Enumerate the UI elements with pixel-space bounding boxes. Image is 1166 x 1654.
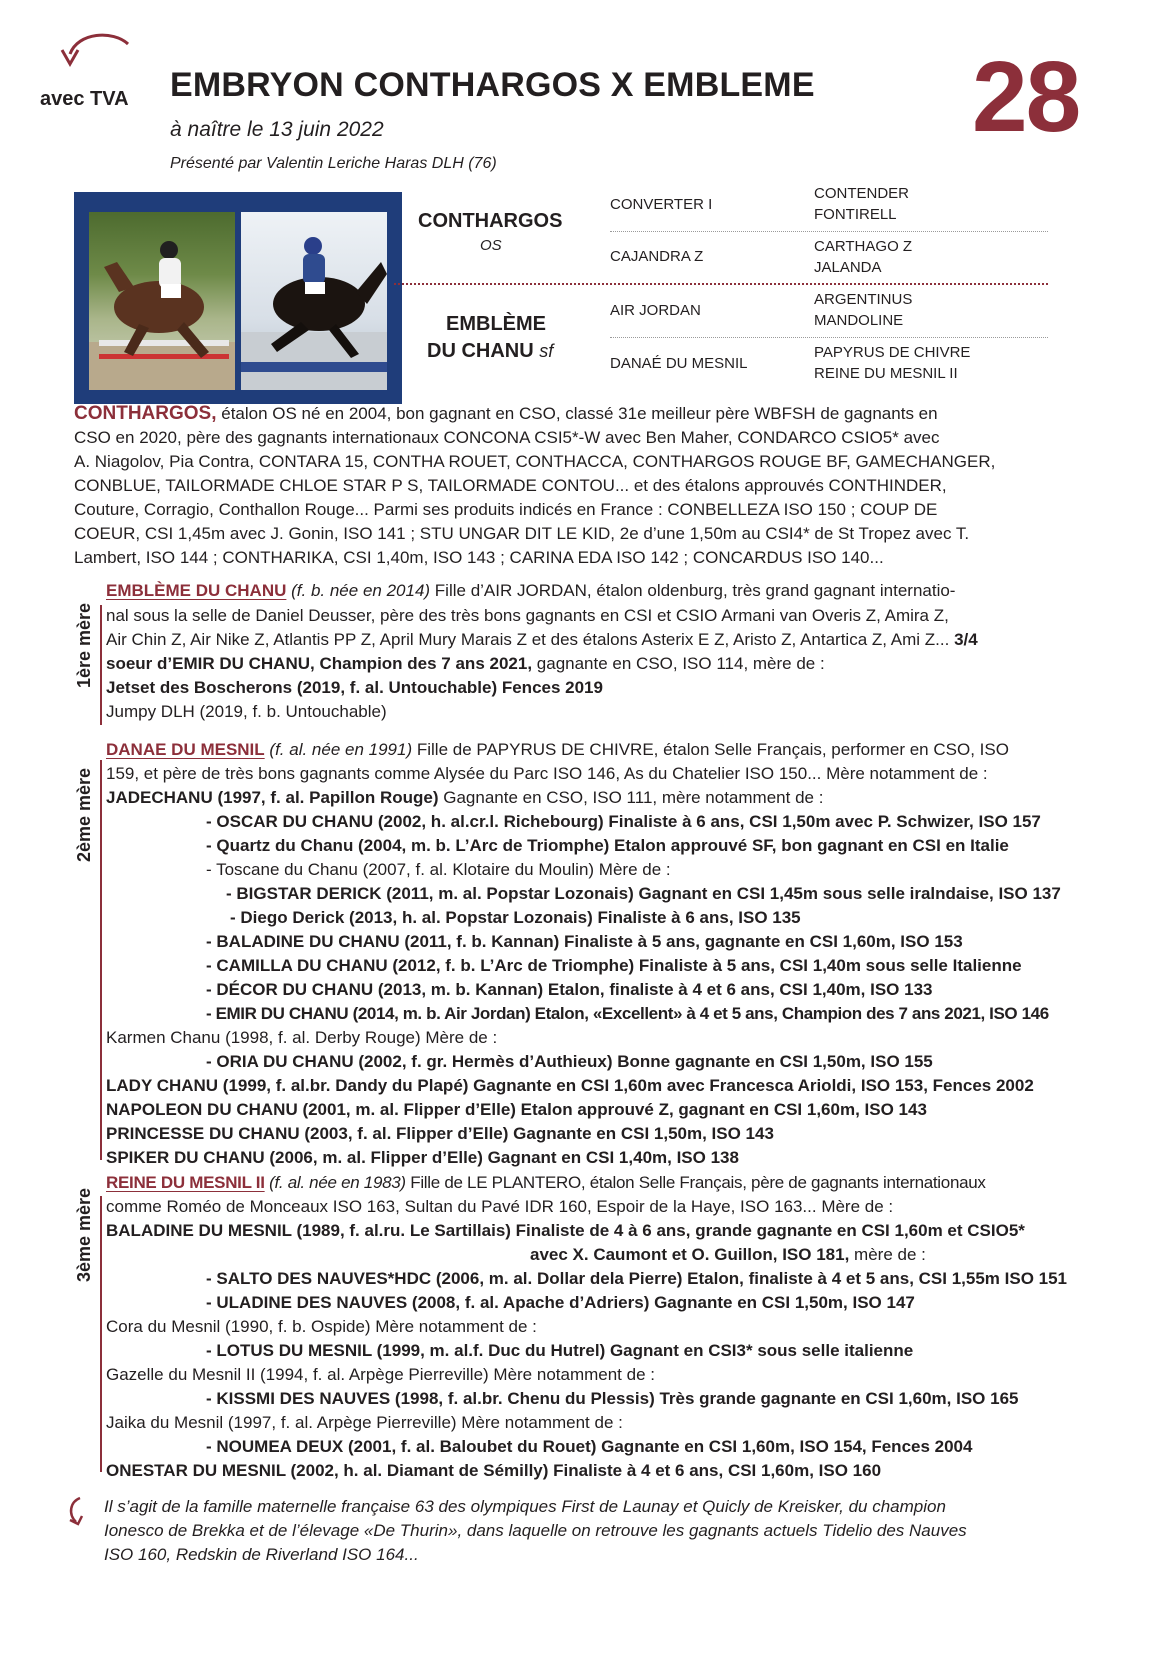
pedigree-divider bbox=[610, 337, 1048, 338]
third-dam-produce: Jaika du Mesnil (1997, f. al. Arpège Pierreville) Mère notamment de : bbox=[106, 1413, 623, 1432]
third-dam-text: Fille de LE PLANTERO, étalon Selle Français, père de gagnants internationaux bbox=[410, 1173, 986, 1192]
pedigree-ggp-6: MANDOLINE bbox=[814, 312, 904, 329]
third-dam-line4 bbox=[530, 1245, 926, 1265]
third-dam-line1 bbox=[106, 1173, 986, 1193]
second-dam-descendant: - CAMILLA DU CHANU (2012, f. b. L’Arc de Triomphe) Finaliste à 5 ans, CSI 1,40m sous selle Italienne bbox=[206, 956, 1022, 975]
pedigree-ggp-4: JALANDA bbox=[814, 259, 882, 276]
first-dam-line4 bbox=[106, 654, 825, 674]
pedigree-ggp-8: REINE DU MESNIL II bbox=[814, 365, 958, 382]
third-dam-produce: BALADINE DU MESNIL (1989, f. al.ru. Le Sartillais) Finaliste de 4 à 6 ans, grande gagnante en CSI 1,60m et CSIO5* bbox=[106, 1221, 1025, 1240]
first-dam-relation: soeur d’EMIR DU CHANU, Champion des 7 ans 2021, bbox=[106, 654, 533, 673]
third-dam-produce: ONESTAR DU MESNIL (2002, h. al. Diamant de Sémilly) Finaliste à 4 et 6 ans, CSI 1,60m, ISO 160 bbox=[106, 1461, 882, 1480]
second-dam-info: (f. al. née en 1991) bbox=[269, 740, 413, 759]
first-dam-text: gagnante en CSO, ISO 114, mère de : bbox=[536, 654, 825, 673]
third-dam-name: REINE DU MESNIL II bbox=[106, 1173, 265, 1192]
first-dam-label: 1ère mère bbox=[74, 602, 94, 688]
first-dam-line1 bbox=[106, 581, 955, 601]
second-dam-line1 bbox=[106, 740, 1009, 760]
lot-number: 28 bbox=[972, 41, 1080, 153]
second-dam-produce: LADY CHANU (1999, f. al.br. Dandy du Plapé) Gagnante en CSI 1,60m avec Francesca Arioldi, ISO 153, Fences 2002 bbox=[106, 1076, 1034, 1095]
second-dam-descendant: - Quartz du Chanu (2004, m. b. L’Arc de Triomphe) Etalon approuvé SF, bon gagnant en CSI en Italie bbox=[206, 836, 1009, 855]
sire-text-line7: Lambert, ISO 144 ; CONTHARIKA, CSI 1,40m, ISO 143 ; CARINA EDA ISO 142 ; CONCARDUS ISO 140... bbox=[74, 548, 884, 567]
second-dam-line2: 159, et père de très bons gagnants comme Alysée du Parc ISO 146, As du Chatelier ISO 150... Mère notamment de : bbox=[106, 764, 988, 783]
footer-note-line2: Ionesco de Brekka et de l’élevage «De Thurin», dans laquelle on retrouve les gagnants actuels Tidelio des Nauves bbox=[104, 1521, 967, 1540]
second-dam-text: Fille de PAPYRUS DE CHIVRE, étalon Selle Français, performer en CSO, ISO bbox=[416, 740, 1009, 759]
pedigree-ggp-1: CONTENDER bbox=[814, 185, 910, 202]
pedigree-ggp-7: PAPYRUS DE CHIVRE bbox=[814, 344, 971, 361]
first-dam-text: Fille d’AIR JORDAN, étalon oldenburg, très grand gagnant internatio- bbox=[434, 581, 956, 600]
second-dam-produce: SPIKER DU CHANU (2006, m. al. Flipper d’Elle) Gagnant en CSI 1,40m, ISO 138 bbox=[106, 1148, 739, 1167]
third-dam-descendant: - KISSMI DES NAUVES (1998, f. al.br. Chenu du Plessis) Très grande gagnante en CSI 1,60m, ISO 165 bbox=[206, 1389, 1019, 1408]
photo-jumping-horse-right bbox=[241, 212, 387, 390]
pedigree-gp-3: AIR JORDAN bbox=[610, 302, 701, 319]
third-dam-produce: avec X. Caumont et O. Guillon, ISO 181, bbox=[530, 1245, 850, 1264]
page-title: EMBRYON CONTHARGOS X EMBLEME bbox=[170, 66, 815, 104]
pedigree-ggp-3: CARTHAGO Z bbox=[814, 238, 913, 255]
second-dam-descendant: - BALADINE DU CHANU (2011, f. b. Kannan) Finaliste à 5 ans, gagnante en CSI 1,60m, ISO 153 bbox=[206, 932, 963, 951]
first-dam-line3 bbox=[106, 630, 978, 650]
second-dam-descendant: - ORIA DU CHANU (2002, f. gr. Hermès d’Authieux) Bonne gagnante en CSI 1,50m, ISO 155 bbox=[206, 1052, 933, 1071]
sire-text-line4: CONBLUE, TAILORMADE CHLOE STAR P S, TAILORMADE CONTOU... et des étalons approuvés CONTHINDER, bbox=[74, 476, 947, 495]
second-dam-descendant: - Toscane du Chanu (2007, f. al. Klotaire du Moulin) Mère de : bbox=[206, 860, 671, 879]
pedigree-dam-line1: EMBLÈME bbox=[446, 313, 546, 335]
second-dam-bar bbox=[100, 760, 102, 1160]
second-dam-line3 bbox=[106, 788, 823, 808]
sire-text: étalon OS né en 2004, bon gagnant en CSO, classé 31e meilleur père WBFSH de gagnants en bbox=[221, 404, 938, 423]
pedigree-dam-name-row bbox=[427, 340, 553, 363]
pedigree-sire-breed: OS bbox=[480, 237, 502, 254]
second-dam-name: DANAE DU MESNIL bbox=[106, 740, 265, 759]
pedigree-gp-2: CAJANDRA Z bbox=[610, 248, 704, 265]
return-arrow-icon bbox=[66, 1496, 94, 1528]
second-dam-produce: Karmen Chanu (1998, f. al. Derby Rouge) Mère de : bbox=[106, 1028, 498, 1047]
second-dam-label: 2ème mère bbox=[74, 767, 94, 862]
footer-note-line1: Il s’agit de la famille maternelle française 63 des olympiques First de Launay et Quicly de Kreisker, du champion bbox=[104, 1497, 946, 1516]
second-dam-descendant: - DÉCOR DU CHANU (2013, m. b. Kannan) Etalon, finaliste à 4 et 6 ans, CSI 1,40m, ISO 133 bbox=[206, 980, 933, 999]
second-dam-produce: NAPOLEON DU CHANU (2001, m. al. Flipper d’Elle) Etalon approuvé Z, gagnant en CSI 1,60m, ISO 143 bbox=[106, 1100, 927, 1119]
second-dam-descendant: - Diego Derick (2013, h. al. Popstar Lozonais) Finaliste à 6 ans, ISO 135 bbox=[230, 908, 801, 927]
pedigree-dam-line2: DU CHANU bbox=[427, 340, 534, 362]
second-dam-descendant: - OSCAR DU CHANU (2002, h. al.cr.l. Richebourg) Finaliste à 6 ans, CSI 1,50m avec P. Schwizer, ISO 157 bbox=[206, 812, 1041, 831]
first-dam-name: EMBLÈME DU CHANU bbox=[106, 581, 287, 600]
pedigree-ggp-5: ARGENTINUS bbox=[814, 291, 913, 308]
pedigree-gp-4: DANAÉ DU MESNIL bbox=[610, 355, 748, 372]
pedigree-ggp-2: FONTIRELL bbox=[814, 206, 897, 223]
third-dam-text: mère de : bbox=[854, 1245, 926, 1264]
third-dam-descendant: - NOUMEA DEUX (2001, f. al. Baloubet du Rouet) Gagnante en CSI 1,60m, ISO 154, Fences 2004 bbox=[206, 1437, 973, 1456]
third-dam-bar bbox=[100, 1196, 102, 1472]
second-dam-descendant: - BIGSTAR DERICK (2011, m. al. Popstar Lozonais) Gagnant en CSI 1,45m sous selle iralndaise, ISO 137 bbox=[226, 884, 1061, 903]
sire-text-line5: Couture, Corragio, Conthallon Rouge... Parmi ses produits indicés en France : CONBELLEZA ISO 150 ; COUP DE bbox=[74, 500, 938, 519]
vat-label: avec TVA bbox=[40, 88, 129, 110]
sire-name: CONTHARGOS, bbox=[74, 403, 217, 424]
second-dam-produce: PRINCESSE DU CHANU (2003, f. al. Flipper d’Elle) Gagnante en CSI 1,50m, ISO 143 bbox=[106, 1124, 774, 1143]
first-dam-line2: nal sous la selle de Daniel Deusser, père des très bons gagnants en CSI et CSIO Armani van Overis Z, Amira Z, bbox=[106, 606, 949, 625]
pedigree-dam-breed: sf bbox=[539, 341, 554, 361]
third-dam-descendant: - LOTUS DU MESNIL (1999, m. al.f. Duc du Hutrel) Gagnant en CSI3* sous selle italienne bbox=[206, 1341, 914, 1360]
pedigree-main-divider bbox=[394, 283, 1048, 285]
second-dam-produce-name: JADECHANU (1997, f. al. Papillon Rouge) bbox=[106, 788, 439, 807]
third-dam-produce: Gazelle du Mesnil II (1994, f. al. Arpège Pierreville) Mère notamment de : bbox=[106, 1365, 655, 1384]
sire-text-line1 bbox=[74, 403, 938, 425]
curved-arrow-icon bbox=[58, 30, 138, 80]
third-dam-produce: Cora du Mesnil (1990, f. b. Ospide) Mère notamment de : bbox=[106, 1317, 537, 1336]
pedigree-gp-1: CONVERTER I bbox=[610, 196, 713, 213]
first-dam-text: Air Chin Z, Air Nike Z, Atlantis PP Z, April Mury Marais Z et des étalons Asterix E Z, Aristo Z, Antartica Z, Ami Z... bbox=[106, 630, 950, 649]
sire-text-line6: COEUR, CSI 1,45m avec J. Gonin, ISO 141 ; STU UNGAR DIT LE KID, 2e d’une 1,50m au CSI4* de St Tropez avec T. bbox=[74, 524, 970, 543]
horse-photo bbox=[74, 192, 402, 404]
second-dam-descendant: - EMIR DU CHANU (2014, m. b. Air Jordan) Etalon, «Excellent» à 4 et 5 ans, Champion des 7 ans 2021, ISO 146 bbox=[206, 1004, 1049, 1023]
pedigree-sire: CONTHARGOS bbox=[418, 210, 563, 232]
first-dam-relation: 3/4 bbox=[954, 630, 978, 649]
first-dam-info: (f. b. née en 2014) bbox=[291, 581, 431, 600]
first-dam-bar bbox=[100, 605, 102, 725]
third-dam-line2: comme Roméo de Monceaux ISO 163, Sultan du Pavé IDR 160, Espoir de la Haye, ISO 163... Mère de : bbox=[106, 1197, 894, 1216]
footer-note-line3: ISO 160, Redskin de Riverland ISO 164... bbox=[104, 1545, 419, 1564]
second-dam-text: Gagnante en CSO, ISO 111, mère notamment de : bbox=[443, 788, 824, 807]
third-dam-descendant: - SALTO DES NAUVES*HDC (2006, m. al. Dollar dela Pierre) Etalon, finaliste à 4 et 5 ans, CSI 1,55m ISO 151 bbox=[206, 1269, 1068, 1288]
pedigree-divider bbox=[610, 231, 1048, 232]
third-dam-info: (f. al. née en 1983) bbox=[269, 1173, 406, 1192]
first-dam-produce: Jetset des Boscherons (2019, f. al. Untouchable) Fences 2019 bbox=[106, 678, 603, 697]
birth-date: à naître le 13 juin 2022 bbox=[170, 118, 384, 141]
presenter: Présenté par Valentin Leriche Haras DLH (76) bbox=[170, 155, 497, 172]
sire-text-line3: A. Niagolov, Pia Contra, CONTARA 15, CONTHA ROUET, CONTHACCA, CONTHARGOS ROUGE BF, GAMECHANGER, bbox=[74, 452, 996, 471]
first-dam-produce: Jumpy DLH (2019, f. b. Untouchable) bbox=[106, 702, 387, 721]
sire-text-line2: CSO en 2020, père des gagnants internationaux CONCONA CSI5*-W avec Ben Maher, CONDARCO CSIO5* avec bbox=[74, 428, 940, 447]
photo-jumping-horse-left bbox=[89, 212, 235, 390]
third-dam-label: 3ème mère bbox=[74, 1187, 94, 1282]
third-dam-descendant: - ULADINE DES NAUVES (2008, f. al. Apache d’Adriers) Gagnante en CSI 1,50m, ISO 147 bbox=[206, 1293, 915, 1312]
